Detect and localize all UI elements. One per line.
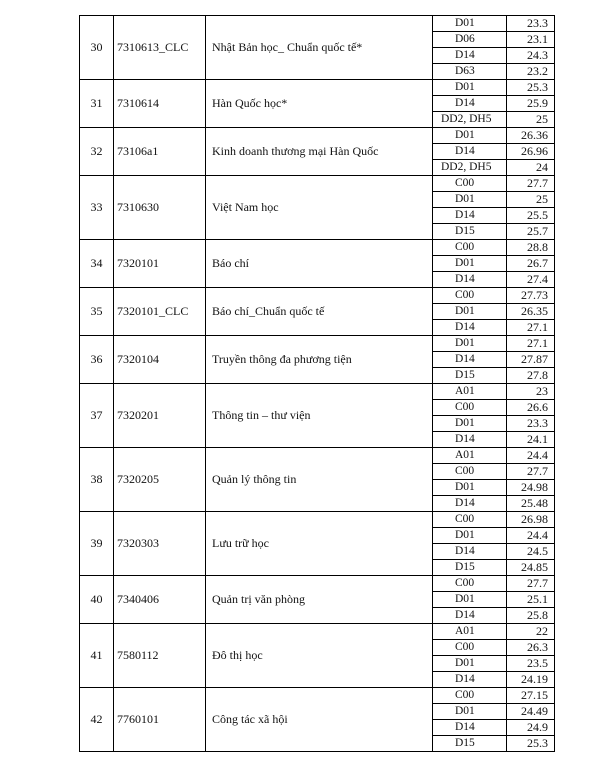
row-number: 38 bbox=[80, 448, 114, 512]
table-row bbox=[80, 576, 555, 592]
table-row bbox=[80, 240, 555, 256]
benchmark-score: 24.98 bbox=[507, 480, 555, 496]
subject-combination: C00 bbox=[433, 688, 507, 704]
benchmark-score: 27.15 bbox=[507, 688, 555, 704]
subject-combination: D14 bbox=[433, 672, 507, 688]
subject-combination: D06 bbox=[433, 32, 507, 48]
subject-combination: C00 bbox=[433, 288, 507, 304]
table-row bbox=[80, 336, 555, 352]
program-code: 7310630 bbox=[114, 176, 206, 240]
program-code: 7320201 bbox=[114, 384, 206, 448]
subject-combination: C00 bbox=[433, 512, 507, 528]
benchmark-score: 24.49 bbox=[507, 704, 555, 720]
admission-score-page bbox=[79, 15, 555, 752]
subject-combination: D14 bbox=[433, 432, 507, 448]
subject-combination: D01 bbox=[433, 592, 507, 608]
subject-combination: D01 bbox=[433, 704, 507, 720]
benchmark-score: 23.3 bbox=[507, 416, 555, 432]
subject-combination: D14 bbox=[433, 144, 507, 160]
program-name: Thông tin – thư viện bbox=[206, 384, 433, 448]
program-code: 7580112 bbox=[114, 624, 206, 688]
program-code: 7760101 bbox=[114, 688, 206, 752]
program-name: Quản trị văn phòng bbox=[206, 576, 433, 624]
benchmark-score: 27.8 bbox=[507, 368, 555, 384]
subject-combination: D14 bbox=[433, 544, 507, 560]
benchmark-score: 27.7 bbox=[507, 176, 555, 192]
benchmark-score: 27.73 bbox=[507, 288, 555, 304]
benchmark-score: 28.8 bbox=[507, 240, 555, 256]
subject-combination: C00 bbox=[433, 240, 507, 256]
benchmark-score: 24.9 bbox=[507, 720, 555, 736]
subject-combination: C00 bbox=[433, 576, 507, 592]
benchmark-score: 24.3 bbox=[507, 48, 555, 64]
subject-combination: D14 bbox=[433, 496, 507, 512]
subject-combination: DD2, DH5 bbox=[433, 112, 507, 128]
benchmark-score: 24 bbox=[507, 160, 555, 176]
subject-combination: D14 bbox=[433, 96, 507, 112]
table-row bbox=[80, 176, 555, 192]
benchmark-score: 26.96 bbox=[507, 144, 555, 160]
table-row bbox=[80, 624, 555, 640]
row-number: 35 bbox=[80, 288, 114, 336]
benchmark-score: 23.1 bbox=[507, 32, 555, 48]
subject-combination: D14 bbox=[433, 352, 507, 368]
subject-combination: D01 bbox=[433, 336, 507, 352]
table-row bbox=[80, 80, 555, 96]
program-name: Báo chí_Chuẩn quốc tế bbox=[206, 288, 433, 336]
subject-combination: D01 bbox=[433, 16, 507, 32]
benchmark-score: 26.7 bbox=[507, 256, 555, 272]
benchmark-score: 25 bbox=[507, 112, 555, 128]
table-row bbox=[80, 128, 555, 144]
subject-combination: D14 bbox=[433, 48, 507, 64]
benchmark-score: 25.9 bbox=[507, 96, 555, 112]
benchmark-score: 26.98 bbox=[507, 512, 555, 528]
subject-combination: D14 bbox=[433, 720, 507, 736]
table-row bbox=[80, 384, 555, 400]
table-row bbox=[80, 448, 555, 464]
program-name: Báo chí bbox=[206, 240, 433, 288]
benchmark-score: 27.7 bbox=[507, 464, 555, 480]
subject-combination: A01 bbox=[433, 448, 507, 464]
benchmark-score: 25.3 bbox=[507, 736, 555, 752]
benchmark-score: 23.5 bbox=[507, 656, 555, 672]
row-number: 32 bbox=[80, 128, 114, 176]
benchmark-score: 25.8 bbox=[507, 608, 555, 624]
table-row bbox=[80, 512, 555, 528]
row-number: 41 bbox=[80, 624, 114, 688]
benchmark-score: 27.7 bbox=[507, 576, 555, 592]
subject-combination: D14 bbox=[433, 608, 507, 624]
benchmark-score: 24.1 bbox=[507, 432, 555, 448]
program-name: Quản lý thông tin bbox=[206, 448, 433, 512]
row-number: 42 bbox=[80, 688, 114, 752]
subject-combination: D01 bbox=[433, 656, 507, 672]
program-code: 7320101_CLC bbox=[114, 288, 206, 336]
subject-combination: C00 bbox=[433, 464, 507, 480]
subject-combination: D01 bbox=[433, 128, 507, 144]
program-name: Việt Nam học bbox=[206, 176, 433, 240]
subject-combination: D15 bbox=[433, 560, 507, 576]
program-code: 7320205 bbox=[114, 448, 206, 512]
subject-combination: D01 bbox=[433, 256, 507, 272]
subject-combination: D15 bbox=[433, 736, 507, 752]
benchmark-score: 26.6 bbox=[507, 400, 555, 416]
subject-combination: D15 bbox=[433, 224, 507, 240]
row-number: 39 bbox=[80, 512, 114, 576]
subject-combination: D01 bbox=[433, 80, 507, 96]
table-row bbox=[80, 16, 555, 32]
benchmark-score: 25.48 bbox=[507, 496, 555, 512]
subject-combination: D14 bbox=[433, 272, 507, 288]
program-code: 7320104 bbox=[114, 336, 206, 384]
subject-combination: D01 bbox=[433, 192, 507, 208]
benchmark-score: 25.1 bbox=[507, 592, 555, 608]
program-code: 7310614 bbox=[114, 80, 206, 128]
subject-combination: D01 bbox=[433, 480, 507, 496]
program-name: Công tác xã hội bbox=[206, 688, 433, 752]
row-number: 40 bbox=[80, 576, 114, 624]
program-code: 7310613_CLC bbox=[114, 16, 206, 80]
program-name: Truyền thông đa phương tiện bbox=[206, 336, 433, 384]
row-number: 30 bbox=[80, 16, 114, 80]
admission-score-table bbox=[79, 15, 555, 752]
benchmark-score: 25.7 bbox=[507, 224, 555, 240]
table-row bbox=[80, 288, 555, 304]
program-name: Nhật Bản học_ Chuẩn quốc tế* bbox=[206, 16, 433, 80]
row-number: 33 bbox=[80, 176, 114, 240]
subject-combination: D14 bbox=[433, 320, 507, 336]
subject-combination: A01 bbox=[433, 624, 507, 640]
row-number: 31 bbox=[80, 80, 114, 128]
subject-combination: D01 bbox=[433, 528, 507, 544]
subject-combination: D63 bbox=[433, 64, 507, 80]
subject-combination: D14 bbox=[433, 208, 507, 224]
benchmark-score: 23.3 bbox=[507, 16, 555, 32]
benchmark-score: 23.2 bbox=[507, 64, 555, 80]
row-number: 34 bbox=[80, 240, 114, 288]
benchmark-score: 24.19 bbox=[507, 672, 555, 688]
subject-combination: D01 bbox=[433, 416, 507, 432]
benchmark-score: 22 bbox=[507, 624, 555, 640]
benchmark-score: 27.1 bbox=[507, 320, 555, 336]
subject-combination: A01 bbox=[433, 384, 507, 400]
subject-combination: C00 bbox=[433, 176, 507, 192]
subject-combination: D15 bbox=[433, 368, 507, 384]
subject-combination: C00 bbox=[433, 640, 507, 656]
program-code: 73106a1 bbox=[114, 128, 206, 176]
benchmark-score: 26.35 bbox=[507, 304, 555, 320]
program-name: Kinh doanh thương mại Hàn Quốc bbox=[206, 128, 433, 176]
subject-combination: C00 bbox=[433, 400, 507, 416]
table-body bbox=[80, 16, 555, 752]
benchmark-score: 27.4 bbox=[507, 272, 555, 288]
benchmark-score: 25.5 bbox=[507, 208, 555, 224]
subject-combination: DD2, DH5 bbox=[433, 160, 507, 176]
benchmark-score: 24.5 bbox=[507, 544, 555, 560]
program-name: Lưu trữ học bbox=[206, 512, 433, 576]
row-number: 36 bbox=[80, 336, 114, 384]
subject-combination: D01 bbox=[433, 304, 507, 320]
program-name: Đô thị học bbox=[206, 624, 433, 688]
benchmark-score: 27.87 bbox=[507, 352, 555, 368]
benchmark-score: 26.3 bbox=[507, 640, 555, 656]
benchmark-score: 23 bbox=[507, 384, 555, 400]
program-code: 7320303 bbox=[114, 512, 206, 576]
benchmark-score: 26.36 bbox=[507, 128, 555, 144]
benchmark-score: 24.4 bbox=[507, 528, 555, 544]
program-name: Hàn Quốc học* bbox=[206, 80, 433, 128]
benchmark-score: 25.3 bbox=[507, 80, 555, 96]
benchmark-score: 24.4 bbox=[507, 448, 555, 464]
benchmark-score: 27.1 bbox=[507, 336, 555, 352]
program-code: 7320101 bbox=[114, 240, 206, 288]
table-row bbox=[80, 688, 555, 704]
benchmark-score: 24.85 bbox=[507, 560, 555, 576]
row-number: 37 bbox=[80, 384, 114, 448]
benchmark-score: 25 bbox=[507, 192, 555, 208]
program-code: 7340406 bbox=[114, 576, 206, 624]
